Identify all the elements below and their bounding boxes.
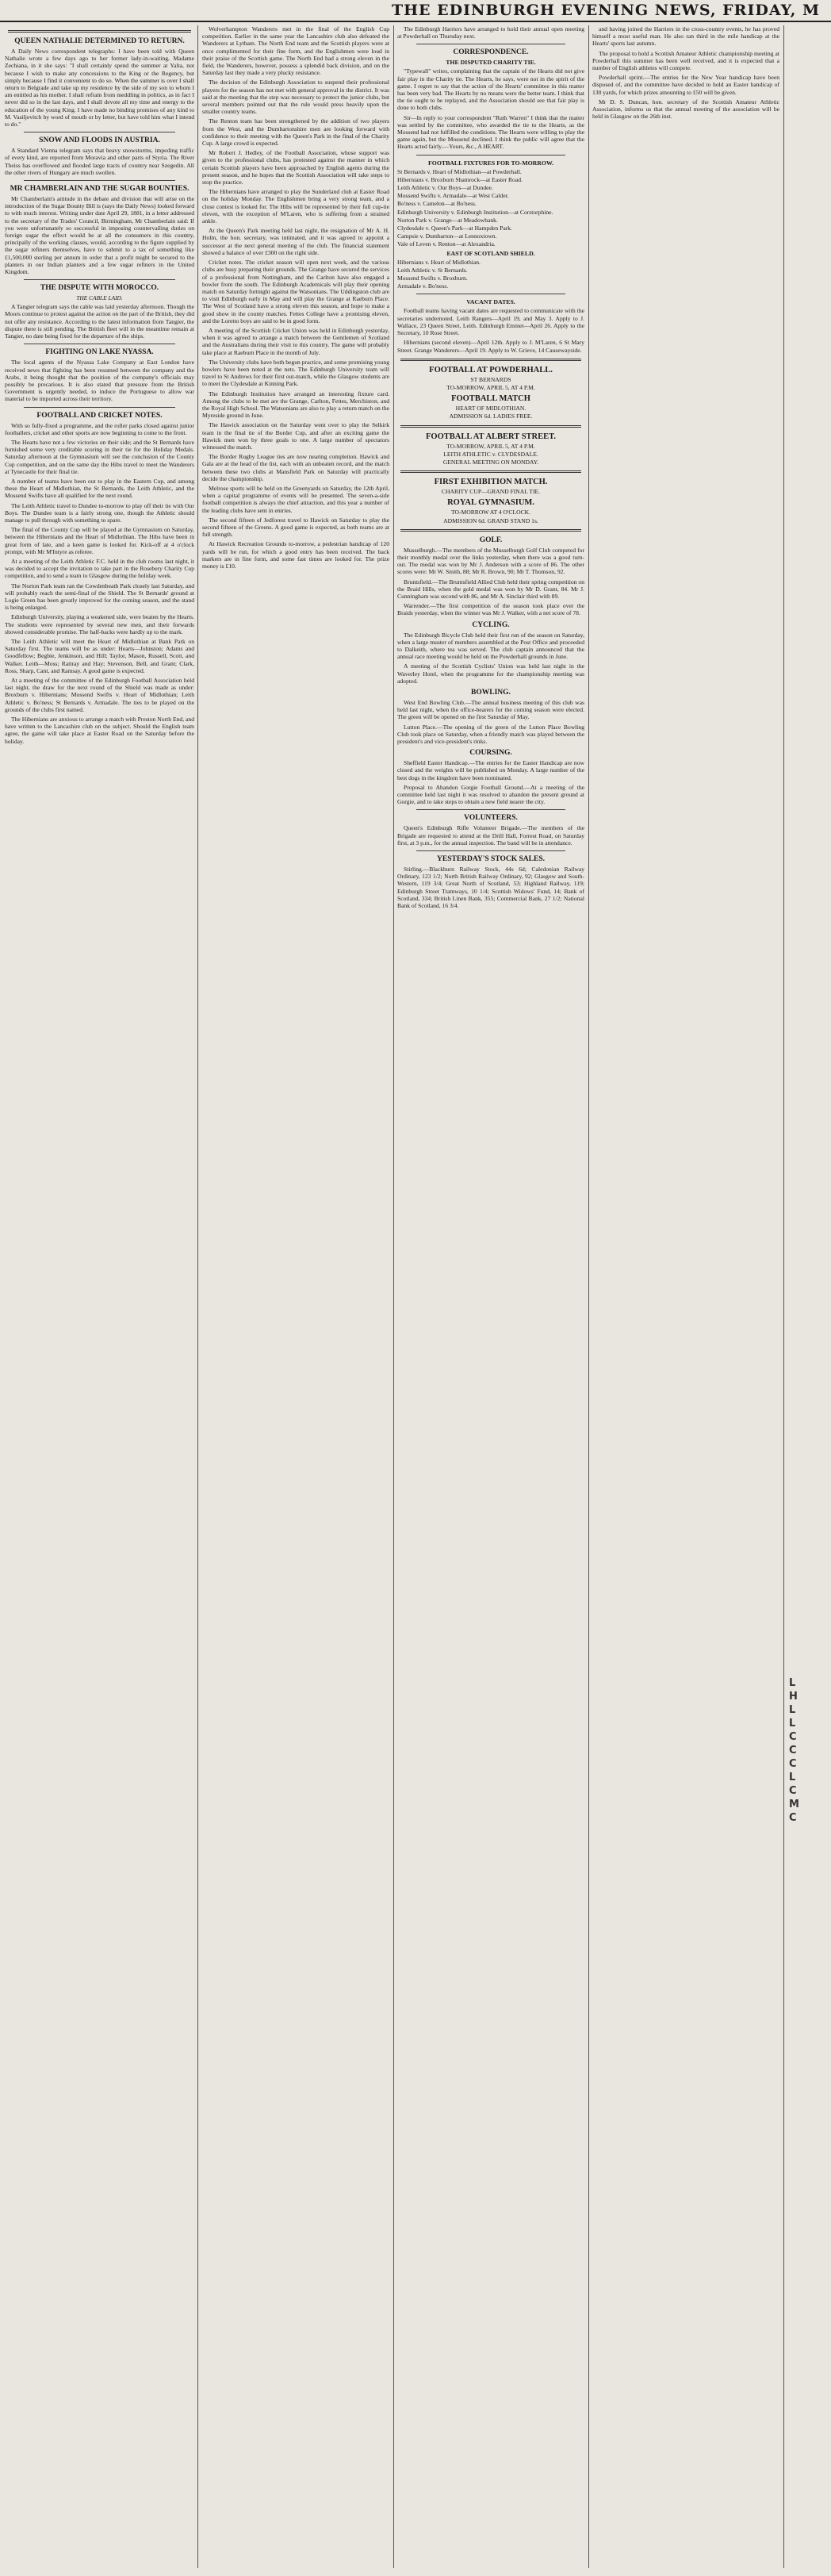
paragraph: A meeting of the Scottish Cyclists' Union was held last night in the Waverley Hotel, when the programme for the championship meeting was adopted. (397, 662, 584, 685)
headline: FOOTBALL FIXTURES FOR TO-MORROW. (428, 159, 553, 167)
paragraph: Wolverhampton Wanderers met in the final of the English Cup competition. Earlier in the same year the Lancashire club also defeated the Wanderers at Lytham. The North End team and the Scottish players were at once complimented for their fine form, and the Englishmen were loud in their praise of the Scottish game. The North End had a strong eleven in the field, the Wanderers, however, possess a splendid back division, and on the Saturday last they made a very plucky resistance. (202, 25, 389, 77)
divider (24, 407, 175, 408)
headline: BOWLING. (471, 688, 511, 697)
paragraph: The Edinburgh Bicycle Club held their first run of the season on Saturday, when a large muster of members assembled at the Post Office and proceeded to Dalkeith, where tea was served. The club captain announced that the annual race meeting would be held on the Powderhall grounds in June. (397, 631, 584, 661)
headline: QUEEN NATHALIE DETERMINED TO RETURN. (14, 37, 185, 45)
divider (8, 30, 191, 33)
divider (400, 359, 581, 361)
paragraph: At the Queen's Park meeting held last night, the resignation of Mr A. H. Holm, the hon. secretary, was intimated, and it was agreed to appoint a successor at the next general meeting of the club. The financial statement showed a balance of over £300 on the right side. (202, 227, 389, 256)
headline: GOLF. (479, 536, 503, 544)
divider (24, 180, 175, 181)
paragraph: Sir—In reply to your correspondent "Ruth Warren" I think that the matter was settled by the committee, who awarded the tie to the Hearts, as the Mossend had not fulfilled the conditions. The Hearts were willing to play the game again, but the Mossend declined. I think the public will agree that the Hearts acted fairly.—Yours, &c., A HEART. (397, 113, 584, 151)
headline: COURSING. (469, 749, 512, 758)
list-item: Hibernians v. Broxburn Shamrock—at Easter Road. (397, 175, 523, 183)
paragraph: Bruntsfield.—The Bruntsfield Allied Club held their spring competition on the Braid Hills, when the gold medal was won by Mr D. Grant, 84. Mr J. Cunningham was second with 86, and Mr A. Sinclair third with 89. (397, 578, 584, 600)
paragraph: Musselburgh.—The members of the Musselburgh Golf Club competed for their monthly medal over the links yesterday, when there was a good turn-out. The medal was won by Mr J. Anderson with a score of 86. The other scores were: Mr W. Smith, 88; Mr R. Brown, 90; Mr T. Thomson, 92. (397, 546, 584, 576)
list-item: Bo'ness v. Camelon—at Bo'ness. (397, 200, 477, 208)
divider (24, 279, 175, 280)
cropped-letter: C (789, 1745, 797, 1756)
advert-heading: ROYAL GYMNASIUM. (447, 498, 534, 508)
advert-heading: FOOTBALL AT POWDERHALL. (429, 365, 553, 374)
paragraph: With so fully-fixed a programme, and the roller parks closed against junior footballers, cricket and other sports are now beginning to come to the front. (5, 421, 194, 436)
divider (416, 809, 565, 810)
subheadline: EAST OF SCOTLAND SHIELD. (446, 249, 535, 257)
paragraph: Lutton Place.—The opening of the green of the Lutton Place Bowling Club took place on Saturday, when a friendly match was played between the president's and vice-president's rinks. (397, 723, 584, 745)
paragraph: Football teams having vacant dates are requested to communicate with the secretaries undernoted. Leith Rangers—April 19, and May 3. Apply to J. Wallace, 23 Queen Street, Leith. Edinburgh Emmet—April 26. Apply to the Secretary, 10 Rose Street. (397, 307, 584, 337)
paragraph: The Edinburgh Institution have arranged an interesting fixture card. Among the clubs to be met are the Grange, Carlton, Fettes, Merchiston, and the Royal High School. The Watsonians are also to play a return match on the Myreside ground in June. (202, 390, 389, 420)
cropped-letter: L (789, 1718, 796, 1729)
cropped-letter: H (789, 1691, 798, 1703)
paragraph: Warrender.—The first competition of the season took place over the Braids yesterday, when the winner was Mr J. Walker, with a net score of 78. (397, 602, 584, 617)
divider (400, 529, 581, 532)
list-item: Campsie v. Dumbarton—at Lennoxtown. (397, 232, 497, 240)
advert-line: LEITH ATHLETIC v. CLYDESDALE. (443, 450, 538, 458)
advert-line: HEART OF MIDLOTHIAN. (455, 405, 527, 413)
list-item: Mossend Swifts v. Armadale—at West Calder. (397, 192, 509, 200)
masthead-title: THE EDINBURGH EVENING NEWS, FRIDAY, M (391, 2, 820, 19)
paragraph: The Hibernians are anxious to arrange a match with Preston North End, and have written to the Lancashire club on the subject. Should the English team agree, the game will take place at Easter Road on the Saturday before the holiday. (5, 716, 194, 745)
column-1 (5, 25, 194, 2568)
list-item: Vale of Leven v. Renton—at Alexandria. (397, 240, 496, 248)
paragraph: Mr D. S. Duncan, hon. secretary of the Scottish Amateur Athletic Association, informs us that the annual meeting of the association will be held in Glasgow on the 26th inst. (592, 98, 779, 121)
paragraph: The University clubs have both begun practice, and some promising young bowlers have been noted at the nets. The Edinburgh University team will travel to St Andrews for their first out-match, while the Glasgow students are to meet the Clydesdale at Kinning Park. (202, 358, 389, 388)
paragraph: A meeting of the Scottish Cricket Union was held in Edinburgh yesterday, when it was agreed to arrange a match between the Gentlemen of Scotland and the Australians during their visit to this country. The game will probably take place at Raeburn Place in the month of July. (202, 326, 389, 356)
paragraph: The Renton team has been strengthened by the addition of two players from the West, and the Dumbartonshire men are looking forward with confidence to their meeting with the Queen's Park in the final of the Charity Cup. A large crowd is expected. (202, 117, 389, 148)
headline: THE DISPUTE WITH MOROCCO. (40, 284, 159, 293)
headline: YESTERDAY'S STOCK SALES. (437, 855, 545, 864)
advert-line: ADMISSION 6d. LADIES FREE. (449, 413, 533, 420)
advert-line: TO-MORROW, APRIL 5, AT 4 P.M. (446, 383, 535, 391)
paragraph: "Typewall" writes, complaining that the captain of the Hearts did not give fair play in the Charity tie. The Hearts, he says, were not in the spirit of the game. I regret to say that the action of the Hearts' committee in this matter has been very bad. The Hearts by no means were the better team. I think that the tie ought to be replayed, and the Association should see that fair play is done to both clubs. (397, 67, 584, 112)
paragraph: At a meeting of the Leith Athletic F.C. held in the club rooms last night, it was decided to accept the invitation to take part in the Rosebery Charity Cup competition, and to send a team to Glasgow during the holiday week. (5, 557, 194, 580)
cropped-letter: C (789, 1812, 797, 1824)
divider (400, 425, 581, 428)
cropped-letter: C (789, 1731, 797, 1743)
cropped-letter: L (789, 1704, 796, 1716)
paragraph: A number of teams have been out to play in the Eastern Cup, and among these the Heart of Midlothian, the St Bernards, the Leith Athletic, and the Mossend Swifts have all qualified for the next round. (5, 477, 194, 500)
divider (400, 470, 581, 473)
headline: VOLUNTEERS. (464, 814, 518, 823)
cropped-letter: L (789, 1677, 796, 1689)
paragraph: Mr Chamberlain's attitude in the debate and division that will arise on the introduction of the Sugar Bounty Bill is (says the Daily News) looked forward to with much interest. Writing under date April 29, 1881, in a letter addressed to the secretary of the Trades' Council, Birmingham, Mr Chamberlain said: If you were unfortunately so successful in imposing countervailing duties on foreign sugar the effect would be at all the consumers in this country, principally of the working classes, would, according to the figure supplied by the sugar refiners themselves, have to submit to a tax of something like £1,500,000 sterling per annum in order that a profit might be secured to the planters in our Indian planters and a few sugar refiners in the United Kingdom. (5, 195, 194, 276)
paragraph: The Norton Park team ran the Cowdenbeath Park closely last Saturday, and will probably reach the semi-final of the Shield. The St Bernards' ground at Logie Green has been greatly improved for the coming season, and the stand is being enlarged. (5, 582, 194, 612)
list-item: Norton Park v. Grange—at Meadowbank. (397, 216, 498, 224)
column-4 (592, 25, 779, 2568)
advert-heading: FOOTBALL MATCH (451, 394, 530, 404)
paragraph: Cricket notes. The cricket season will open next week, and the various clubs are busy preparing their grounds. The Grange have secured the services of a professional from Nottingham, and the Carlton have also engaged a bowler from the south. The Edinburgh Academicals will play their opening match on Saturday fortnight against the Watsonians. The Uddingston club are to visit Edinburgh early in May and will play the Grange at Raeburn Place. The West of Scotland have a strong eleven this season, and hope to make a good show in the county matches. Fettes College have a promising eleven, and the Loretto boys are said to be in good form. (202, 259, 389, 324)
column-3 (397, 25, 584, 2568)
paragraph: A Standard Vienna telegram says that heavy snowstorms, impeding traffic of every kind, are reported from Moravia and other parts of Styria. The River Theiss has overflowed and flooded large tracts of country near Szegedin. All the other rivers of Hungary are much swollen. (5, 147, 194, 176)
paragraph: The Hearts have not a few victories on their side; and the St Bernards have furnished some very creditable scoring in their tie for the Holiday Medals. Saturday afternoon at the Gymnasium will see the conclusion of the County Cup competition, and on the same day the Hibs travel to meet the Wanderers at Tynecastle for their final tie. (5, 438, 194, 475)
list-item: St Bernards v. Heart of Midlothian—at Powderhall. (397, 167, 522, 175)
paragraph: Stirling.—Blackburn Railway Stock, 44s 6d; Caledonian Railway Ordinary, 123 1/2; North British Railway Ordinary, 92; Glasgow and South-Western, 119 3/4; Great North of Scotland, 53; Highland Railway, 119; Edinburgh Street Tramways, 10 1/4; Scottish Widows' Fund, 14; Bank of Scotland, 334; British Linen Bank, 355; Commercial Bank, 27 1/2; National Bank of Scotland, 16 3/4. (397, 866, 584, 910)
headline: CORRESPONDENCE. (453, 48, 529, 57)
column-2 (202, 25, 389, 2568)
paragraph: The Border Rugby League ties are now nearing completion. Hawick and Gala are at the head of the list, each with an unbeaten record, and the match between these two clubs at Mansfield Park on Saturday will practically decide the championship. (202, 453, 389, 482)
paragraph: The second fifteen of Jedforest travel to Hawick on Saturday to play the second fifteen of the Greens. A good game is expected, as both teams are at full strength. (202, 516, 389, 539)
cropped-letter: C (789, 1758, 797, 1770)
paragraph: The Hawick association on the Saturday went over to play the Selkirk team in the final tie of the Border Cup, and after an exciting game the Hawick men won by three goals to one. A large number of spectators witnessed the match. (202, 421, 389, 451)
advert-heading: FOOTBALL AT ALBERT STREET. (425, 432, 556, 441)
subheadline: THE DISPUTED CHARITY TIE. (446, 59, 536, 67)
headline: SNOW AND FLOODS IN AUSTRIA. (39, 136, 160, 145)
paragraph: Queen's Edinburgh Rifle Volunteer Brigade.—The members of the Brigade are requested to attend at the Drill Hall, Forrest Road, on Saturday first, at 3 p.m., for the annual inspection. The band will be in attendance. (397, 824, 584, 847)
paragraph: The proposal to hold a Scottish Amateur Athletic championship meeting at Powderhall this summer has been well received, and it is expected that a number of English athletes will compete. (592, 49, 779, 72)
divider (416, 850, 565, 851)
paragraph: Mr Robert J. Hedley, of the Football Association, whose support was given to the professional clubs, has protested against the manner in which certain Scottish players have been approached by English agents during the present season, and he hopes that the Scottish Association will take steps to stop the practice. (202, 149, 389, 186)
cropped-letter: L (789, 1772, 796, 1783)
paragraph: Powderhall sprint.—The entries for the New Year handicap have been disposed of, and the committee have decided to hold an Easter handicap of 130 yards, for which prizes amounting to £50 will be given. (592, 74, 779, 96)
paragraph: At Hawick Recreation Grounds to-morrow, a pedestrian handicap of 120 yards will be run, for which a good entry has been received. The back markers are in fine form, and some fast times are looked for. The prize money is £10. (202, 540, 389, 570)
columns (0, 25, 831, 2568)
list-item: Hibernians v. Heart of Midlothian. (397, 258, 481, 266)
paragraph: The decision of the Edinburgh Association to suspend their professional players for the season has not met with general approval in the district. It was said at the meeting that the step was necessary to protect the junior clubs, but several members pointed out that the rule would press heavily upon the smaller country teams. (202, 79, 389, 116)
headline: FOOTBALL AND CRICKET NOTES. (36, 411, 163, 420)
paragraph: and having joined the Harriers in the cross-country events, he has proved himself a most useful man. He also ran third in the mile handicap at the Hearts' sports last autumn. (592, 25, 779, 48)
paragraph: The Edinburgh Harriers have arranged to hold their annual open meeting at Powderhall on Thursday next. (397, 25, 584, 40)
advert-line: GENERAL MEETING ON MONDAY. (442, 458, 539, 466)
advert-line: TO-MORROW, APRIL 5, AT 4 P.M. (446, 442, 535, 450)
paragraph: Melrose sports will be held on the Greenyards on Saturday, the 12th April, when a capital programme of events will be presented. The seven-a-side football competition is always the chief attraction, and this year a number of the leading clubs have sent in entries. (202, 484, 389, 514)
advert-heading: FIRST EXHIBITION MATCH. (434, 478, 548, 487)
advert-line: CHARITY CUP—GRAND FINAL TIE. (441, 488, 541, 496)
list-item: Edinburgh University v. Edinburgh Institution—at Corstorphine. (397, 208, 553, 216)
list-item: Clydesdale v. Queen's Park—at Hampden Park. (397, 225, 512, 232)
cropped-letter: M (789, 1799, 799, 1810)
list-item: Leith Athletic v. St Bernards. (397, 266, 468, 274)
cropped-letter: C (789, 1785, 797, 1797)
paragraph: The Leith Athletic travel to Dundee to-morrow to play off their tie with Our Boys. The Dundee team is a fairly strong one, though the Athletic should manage to pull through with something to spare. (5, 501, 194, 524)
paragraph: The final of the County Cup will be played at the Gymnasium on Saturday, between the Hibernians and the Heart of Midlothian. The Hibs have been in great form of late, and a keen game is looked for. Kick-off at 4 o'clock prompt, with Mr M'Intyre as referee. (5, 526, 194, 555)
masthead (0, 0, 831, 22)
paragraph: Sheffield Easter Handicap.—The entries for the Easter Handicap are now closed and the weights will be published on Monday. A large number of the best dogs in the kingdom have been nominated. (397, 759, 584, 781)
advert-line: ST BERNARDS (470, 375, 511, 383)
paragraph: West End Bowling Club.—The annual business meeting of this club was held last night, when the office-bearers for the coming season were elected. The green will be opened on the first Saturday of May. (397, 698, 584, 721)
paragraph: Edinburgh University, playing a weakened side, were beaten by the Hearts. The students were represented by several new men, and their forwards showed considerable promise. The half-backs were hardly up to the mark. (5, 613, 194, 635)
list-item: Armadale v. Bo'ness. (397, 282, 449, 290)
paragraph: At a meeting of the committee of the Edinburgh Football Association held last night, the draw for the next round of the Shield was made as under: Broxburn v. Hibernians; Mossend Swifts v. Heart of Midlothian; Leith Athletic v. Bo'ness; St Bernards v. Armadale. The ties to be played on the grounds of the clubs first named. (5, 677, 194, 713)
headline: FIGHTING ON LAKE NYASSA. (45, 348, 154, 357)
list-item: Mossend Swifts v. Broxburn. (397, 274, 468, 282)
column-5-cropped (787, 25, 831, 2568)
subheadline: THE CABLE LAID. (76, 294, 123, 302)
paragraph: A Daily News correspondent telegraphs: I have been told with Queen Nathalie wrote a few days ago to her former lady-in-waiting, Madame Zechiana, in it she says: "I shall certainly spend the summer at Yalta, not because I wish to make any concessions to the King or the Regency, but simply because I find it convenient to do so. When the summer is over I shall return to Belgrade and take up my residence by the side of my son to whom I am entitled as his mother. I shall refrain from meddling in politics, as in fact I never did so in the last days, and I shall devote all my time and energy to the education of the young King. I have made no binding promises of any kind to M. Vasiljevitch by word of mouth or by letter, but have told him what I intend to do." (5, 48, 194, 129)
paragraph: The local agents of the Nyassa Lake Company at East London have received news that fighting has been resumed between the company and the Arabs, it being thought that the position of the company's officials may possibly be precarious. It is also stated that pressure from the British Government is urgently needed, to induce the Portuguese to allow war material to be imported across their territory. (5, 359, 194, 403)
paragraph: Proposal to Abandon Gorgie Football Ground.—At a meeting of the committee held last night it was resolved to abandon the present ground at Gorgie, and to take steps to obtain a new field nearer the city. (397, 783, 584, 806)
paragraph: The Leith Athletic will meet the Heart of Midlothian at Bank Park on Saturday first. The teams will be as under: Hearts—Johnston; Adams and Goodfellow; Begbie, Jenkinson, and Hill; Taylor, Mason, Russell, Scott, and Walker. Leith—Moss; Rattray and Hay; Stevenson, Bell, and Grant; Clark, Ross, Sharp, Cant, and Ramsay. A good game is expected. (5, 638, 194, 674)
paragraph: A Tangier telegram says the cable was laid yesterday afternoon. Though the Moors continue to protest against the action on the part of the British, they did not offer any resistance. According to the latest information from Tangier, the dispute there is still pending. The British fleet will in the meantime remain at Tangier, no date being fixed for the departure of the ships. (5, 303, 194, 340)
advert-line: TO-MORROW AT 4 O'CLOCK. (450, 509, 531, 516)
headline: CYCLING. (472, 620, 510, 629)
advert-line: ADMISSION 6d. GRAND STAND 1s. (443, 516, 538, 524)
list-item: Leith Athletic v. Our Boys—at Dundee. (397, 184, 493, 192)
paragraph: Hibernians (second eleven)—April 12th. Apply to J. M'Laren, 6 St Mary Street. Grange Wanderers—April 19. Apply to W. Grieve, 14 Causewayside. (397, 339, 584, 354)
headline: VACANT DATES. (466, 298, 515, 306)
paragraph: The Hibernians have arranged to play the Sunderland club at Easter Road on the holiday Monday. The Englishmen bring a very strong team, and a close contest is looked for. The Hibs will be represented by their full cup-tie eleven, with the exception of M'Laren, who is suffering from a strained ankle. (202, 188, 389, 225)
headline: MR CHAMBERLAIN AND THE SUGAR BOUNTIES. (10, 185, 190, 194)
